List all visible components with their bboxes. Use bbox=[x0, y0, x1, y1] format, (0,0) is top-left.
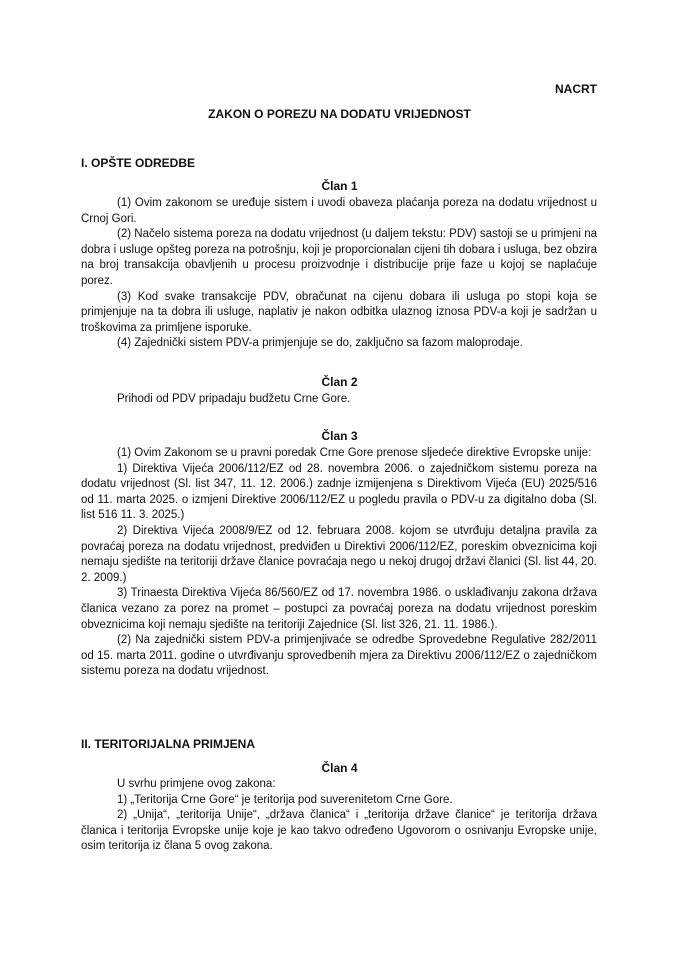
law-title: ZAKON O POREZU NA DODATU VRIJEDNOST bbox=[208, 107, 471, 121]
article-2-para-1: Prihodi od PDV pripadaju budžetu Crne Gore. bbox=[117, 393, 351, 405]
article-2-body bbox=[81, 392, 597, 408]
article-1-para-3: (3) Kod svake transakcije PDV, obračunat na cijenu dobara ili usluga po stopi koja se primjenjuje na ta dobra ili usluge, naplativ je nakon odbitka ulaznog iznosa PDV-a koji je sadržan u troškovima za primljene isporuke. bbox=[81, 290, 597, 334]
article-3-para-1: (1) Ovim Zakonom se u pravni poredak Crne Gore prenose sljedeće direktive Evropske unije: bbox=[117, 447, 592, 459]
article-1-para-1: (1) Ovim zakonom se uređuje sistem i uvodi obaveza plaćanja poreza na dodatu vrijednost u Crnoj Gori. bbox=[81, 197, 597, 225]
article-4-para-2: 1) „Teritorija Crne Gore“ je teritorija pod suverenitetom Crne Gore. bbox=[117, 793, 453, 806]
article-3-para-3: 2) Direktiva Vijeća 2008/9/EZ od 12. februara 2008. kojom se utvrđuju detaljna pravila za povraćaj poreza na dodatu vrijednost, predviđen u Direktivi 2006/112/EZ, poreskim obveznicima koji nemaju sjedište na teritoriji države članice povraćaja nego u nekoj drugoj državi članici (Sl. list 44, 20. 2. 2009.) bbox=[81, 524, 597, 584]
article-3-body bbox=[81, 446, 597, 680]
article-3-para-5: (2) Na zajednički sistem PDV-a primjenjivaće se odredbe Sprovedebne Regulative 282/2011 od 15. marta 2011. godine o utvrđivanju sprovedbenih mjera za Direktivu 2006/112/EZ o zajedničkom sistemu poreza na dodatu vrijednost. bbox=[81, 634, 597, 678]
section-heading-general: I. OPŠTE ODREDBE bbox=[81, 156, 196, 170]
article-2-heading: Član 2 bbox=[321, 375, 358, 389]
article-1-para-4: (4) Zajednički sistem PDV-a primjenjuje se do, zaključno sa fazom maloprodaje. bbox=[117, 337, 523, 350]
article-4-para-3: 2) „Unija“, „teritorija Unije“, „država članica“ i „teritorija države članice“ je teritorija država članica i teritorija Evropske unije koje je kao takvo određeno Ugovorom o osnivanju Evropske unije, osim teritorija iz člana 5 ovog zakona. bbox=[81, 809, 597, 853]
article-1-para-2: (2) Načelo sistema poreza na dodatu vrijednost (u daljem tekstu: PDV) sastoji se u primjeni na dobra i usluge opšteg poreza na potrošnju, koji je proporcionalan cijeni tih dobara i usluga, bez obzira na broj transakcija obavljenih u procesu proizvodnje i distribucije prije faze u kojoj se naplaćuje porez. bbox=[81, 228, 597, 287]
article-3-heading: Član 3 bbox=[321, 429, 358, 443]
article-4-para-1: U svrhu primjene ovog zakona: bbox=[117, 778, 276, 790]
draft-label: NACRT bbox=[555, 82, 597, 96]
article-3-para-2: 1) Direktiva Vijeća 2006/112/EZ od 28. novembra 2006. o zajedničkom sistemu poreza na dodatu vrijednost (Sl. list 347, 11. 12. 2006.) zadnje izmijenjena s Direktivom Vijeća (EU) 2025/516 od 11. marta 2025. o izmjeni Direktive 2006/112/EZ u pogledu pravila o PDV-u za digitalno doba (Sl. list 516 11. 3. 2025.) bbox=[81, 462, 597, 522]
section-heading-territorial: II. TERITORIJALNA PRIMJENA bbox=[81, 737, 256, 751]
article-1-body bbox=[81, 196, 597, 352]
article-4-body bbox=[81, 777, 597, 855]
article-1-heading: Član 1 bbox=[321, 179, 358, 193]
article-4-heading: Član 4 bbox=[321, 761, 358, 775]
article-3-para-4: 3) Trinaesta Direktiva Vijeća 86/560/EZ od 17. novembra 1986. o usklađivanju zakona država članica vezano za porez na promet – postupci za povraćaj poreza na dodatu vrijednost poreskim obveznicima koji nemaju sjedište na teritoriji Zajednice (Sl. list 326, 21. 11. 1986.). bbox=[81, 587, 597, 631]
